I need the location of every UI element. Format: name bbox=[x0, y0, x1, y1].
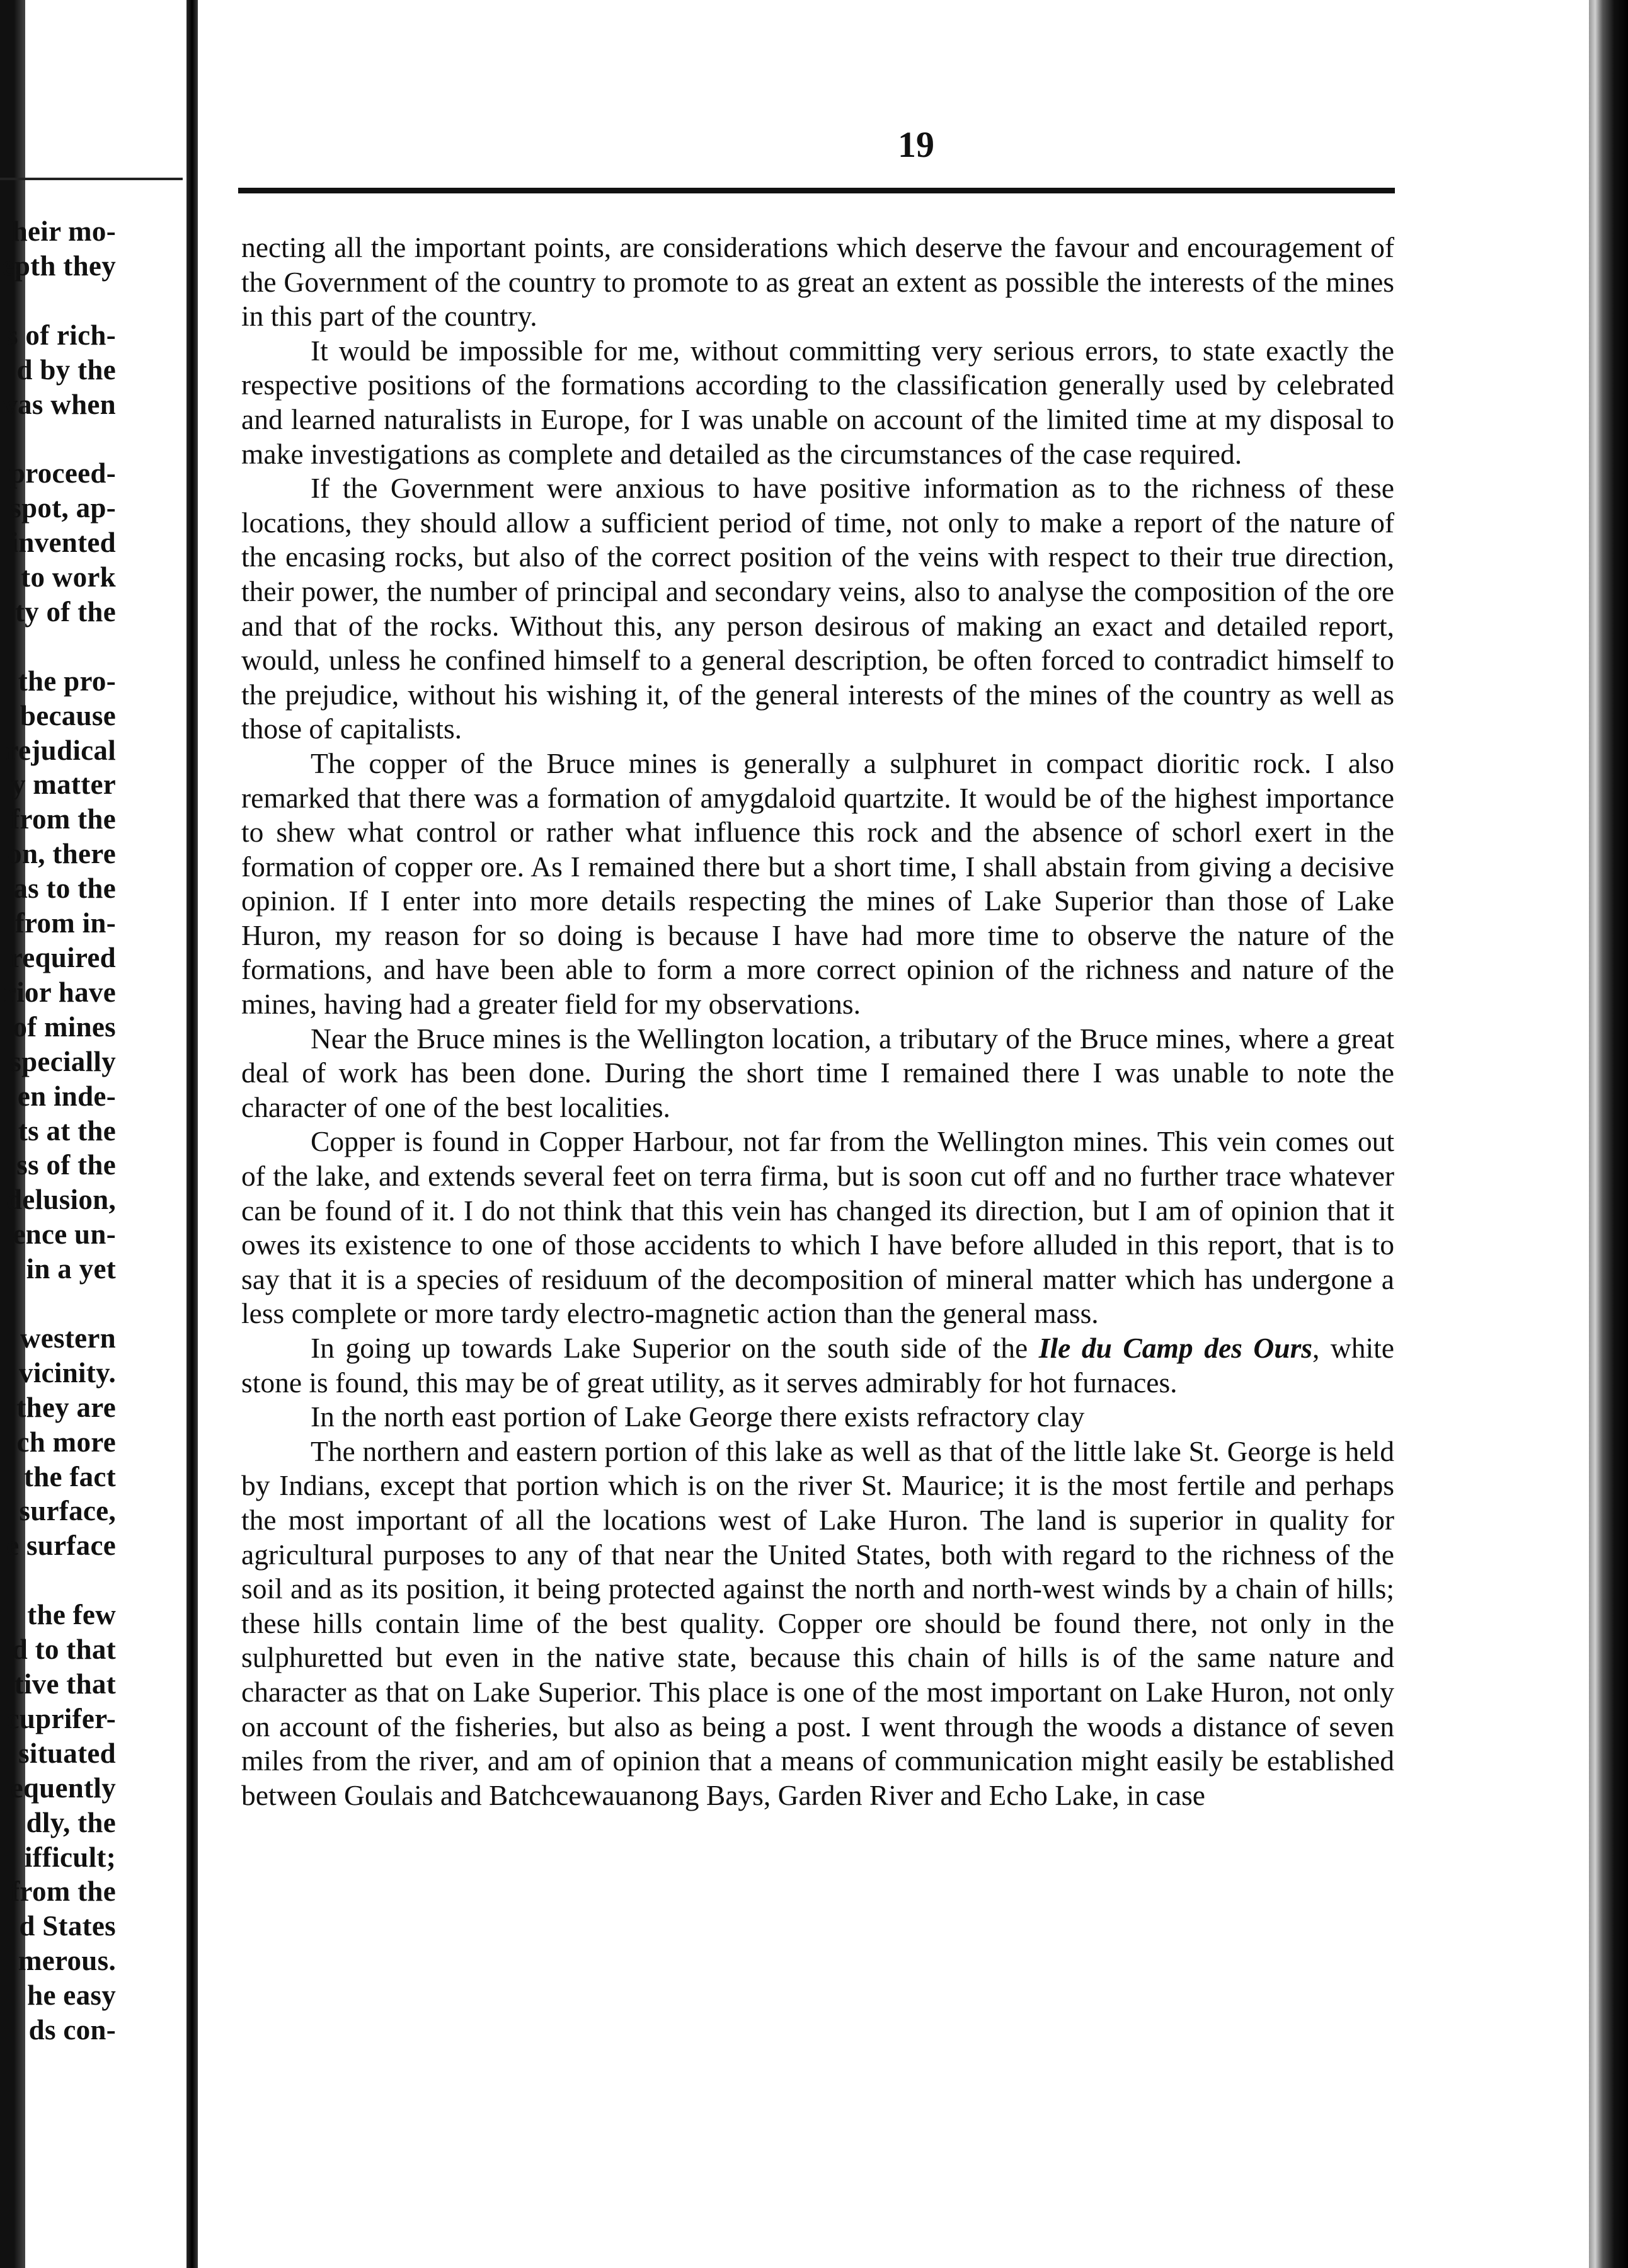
previous-page-line: situated bbox=[18, 1737, 116, 1769]
previous-page-line: epth they bbox=[1, 249, 116, 282]
previous-page-line: d by the bbox=[16, 353, 116, 386]
body-text bbox=[241, 231, 1394, 1813]
previous-page-line: merous. bbox=[18, 1945, 116, 1977]
page-number: 19 bbox=[898, 124, 934, 165]
paragraph-2: It would be impossible for me, without committing very serious errors, to state exactly the respective positions of the formations according to the classification generally used by celebrated and learned naturalists in Europe, for I was unable on account of the limited time at my disposal to make investigations as complete and detailed as the circumstances of the case required. bbox=[241, 334, 1394, 470]
page bbox=[198, 0, 1589, 2268]
previous-page-line: from in- bbox=[14, 907, 116, 939]
previous-page-line bbox=[0, 1563, 116, 1598]
previous-page-line: invented bbox=[10, 527, 116, 559]
header-rule bbox=[238, 188, 1395, 193]
previous-page-line: ch more bbox=[16, 1426, 116, 1458]
previous-page-line: vicinity. bbox=[19, 1356, 116, 1389]
previous-page-line: rior have bbox=[3, 976, 116, 1008]
previous-page-line bbox=[0, 421, 116, 456]
paragraph-9: The northern and eastern portion of this lake as well as that of the little lake St. George is held by Indians, except that portion which is on the river St. Maurice; it is the most fertile and perhaps the most important of all the locations west of Lake Huron. The land is superior in quality for agricultural purposes to any of that near the United States, both with regard to the richness of the soil and as its position, it being protected against the north and north-west winds by a chain of hills; these hills contain lime of the best quality. Copper ore should be found there, not only in the sulphuretted but even in the native state, because this chain of hills is of the same nature and character as that on Lake Superior. This place is one of the most important on Lake Huron, not only on account of the fisheries, but also as being a post. I went through the woods a distance of seven miles from the river, and am of opinion that a means of communication might easily be established between Goulais and Batchcewauanong Bays, Garden River and Echo Lake, in case bbox=[241, 1435, 1394, 1811]
previous-page-line: specially bbox=[10, 1045, 116, 1077]
previous-page-line: the pro- bbox=[18, 665, 116, 697]
previous-page-line: he easy bbox=[27, 1979, 116, 2012]
paragraph-3: If the Government were anxious to have positive information as to the richness of these locations, they should allow a sufficient period of time, not only to make a report of the nature of the encasing rocks, but also of the correct position of the veins with respect to their true direction, their power, the number of principal and secondary veins, also to analyse the composition of the ore and that of the rocks. Without this, any person desirous of making an exact and detailed report, would, unless he confined himself to a general description, be often forced to contradict himself to the prejudice, without his wishing it, of the general interests of the mines of the country as well as those of capitalists. bbox=[241, 472, 1394, 745]
previous-page-line: the fact bbox=[23, 1460, 116, 1492]
previous-page-line: tive that bbox=[14, 1668, 116, 1700]
right-scan-edge bbox=[1589, 0, 1628, 2268]
previous-page-line: d States bbox=[19, 1910, 116, 1942]
previous-page-line bbox=[0, 1286, 116, 1321]
previous-page-line: to work bbox=[21, 561, 116, 593]
previous-page-line: equently bbox=[10, 1772, 116, 1804]
previous-page-line: cuprifer- bbox=[6, 1702, 116, 1734]
previous-page-line: en inde- bbox=[17, 1080, 116, 1112]
previous-page-edge bbox=[0, 0, 186, 2268]
paragraph-5: Near the Bruce mines is the Wellington location, a tributary of the Bruce mines, where a great deal of work has been done. During the short time I remained there I was unable to note the character of one of the best localities. bbox=[241, 1022, 1394, 1123]
previous-page-line: surface, bbox=[19, 1495, 116, 1527]
paragraph-7-end: , white stone is found, this may be of great utility, as it serves admirably for hot furnaces. bbox=[241, 1332, 1394, 1399]
previous-page-line: ss of the bbox=[16, 1149, 116, 1181]
previous-page-line: dly, the bbox=[26, 1806, 116, 1838]
paragraph-4: The copper of the Bruce mines is generally a sulphuret in compact dioritic rock. I also remarked that there was a formation of amygdaloid quartzite. It would be of the highest importance to shew what control or rather what influence this rock and the absence of schorl exert in the formation of copper ore. As I remained there but a short time, I shall abstain from giving a decisive opinion. If I enter into more details respecting the mines of Lake Superior than those of Lake Huron, my reason for so doing is because I have had more time to observe the nature of the formations, and have been able to form a more correct opinion of the richness and nature of the mines, having had a greater field for my observations. bbox=[241, 747, 1394, 1021]
paragraph-7-start: In going up towards Lake Superior on the south side of the bbox=[311, 1332, 1039, 1364]
previous-page-line: delusion, bbox=[6, 1184, 116, 1216]
italic-place-name: Ile du Camp des Ours bbox=[1038, 1332, 1312, 1364]
previous-page-line: as to the bbox=[13, 873, 116, 905]
previous-page-line: on, there bbox=[8, 838, 116, 870]
previous-page-line: western bbox=[20, 1322, 116, 1354]
previous-page-fragments bbox=[0, 214, 116, 2048]
previous-page-line: ty of the bbox=[14, 595, 116, 627]
previous-page-line: of mines bbox=[13, 1011, 116, 1043]
previous-page-line: from the bbox=[10, 803, 116, 835]
binding-gutter bbox=[186, 0, 198, 2268]
previous-page-line: in a yet bbox=[26, 1253, 116, 1285]
previous-page-line: spot, ap- bbox=[10, 492, 116, 524]
previous-page-line bbox=[0, 284, 116, 318]
paragraph-8: In the north east portion of Lake George there exists refractory clay bbox=[311, 1400, 1085, 1433]
previous-page-header-rule bbox=[0, 178, 183, 180]
previous-page-line: ds con- bbox=[28, 2014, 116, 2046]
previous-page-line: ifficult; bbox=[24, 1841, 116, 1873]
previous-page-line: the few bbox=[27, 1599, 116, 1631]
previous-page-line: e surface bbox=[6, 1530, 116, 1562]
previous-page-line: y matter bbox=[11, 769, 116, 801]
previous-page-line bbox=[0, 629, 116, 664]
paragraph-7 bbox=[241, 1331, 1394, 1400]
previous-page-line: heir mo- bbox=[11, 215, 116, 247]
previous-page-line: s of rich- bbox=[7, 319, 116, 351]
previous-page-line: because bbox=[20, 699, 116, 731]
previous-page-line: proceed- bbox=[9, 457, 116, 490]
paragraph-1: necting all the important points, are considerations which deserve the favour and encouragement of the Government of the country to promote to as great an extent as possible the interests of the mines in this part of the country. bbox=[241, 231, 1394, 333]
paragraph-6: Copper is found in Copper Harbour, not far from the Wellington mines. This vein comes out of the lake, and extends several feet on terra firma, but is soon cut off and no further trace whatever can be found of it. I do not think that this vein has changed its direction, but I am of opinion that it owes its existence to one of those accidents to which I have before alluded in this report, that is to say that it is a species of residuum of the decomposition of mineral matter which has undergone a less complete or more tardy electro-magnetic action than the general mass. bbox=[241, 1125, 1394, 1330]
previous-page-line: they are bbox=[16, 1391, 116, 1423]
previous-page-line: d to that bbox=[11, 1634, 116, 1666]
previous-page-line: from the bbox=[10, 1876, 116, 1908]
previous-page-line: required bbox=[9, 941, 116, 973]
previous-page-line: vas when bbox=[3, 388, 116, 420]
previous-page-line: ts at the bbox=[18, 1114, 116, 1147]
previous-page-line: rejudical bbox=[6, 734, 116, 766]
previous-page-line: ence un- bbox=[13, 1218, 116, 1251]
